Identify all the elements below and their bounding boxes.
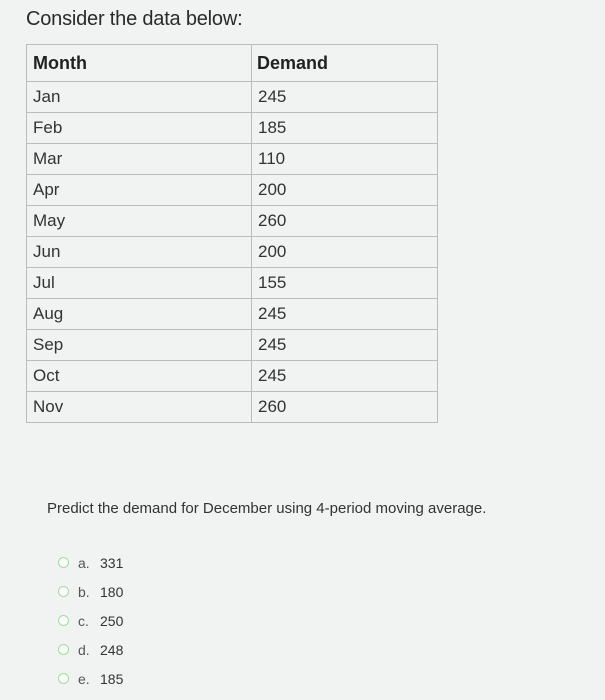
option-letter: c. xyxy=(78,612,89,629)
option-2[interactable] xyxy=(58,606,123,635)
table-row xyxy=(27,82,438,113)
demand-cell: 200 xyxy=(252,237,438,268)
radio-button[interactable] xyxy=(58,673,69,684)
table-row xyxy=(27,175,438,206)
month-cell: Mar xyxy=(27,144,252,175)
demand-cell: 200 xyxy=(252,175,438,206)
month-cell: Apr xyxy=(27,175,252,206)
option-3[interactable] xyxy=(58,635,123,664)
option-value: 185 xyxy=(100,670,124,687)
table-row xyxy=(27,206,438,237)
option-letter: e. xyxy=(78,670,90,687)
radio-button[interactable] xyxy=(58,615,69,626)
option-letter: b. xyxy=(78,583,90,600)
option-0[interactable] xyxy=(58,548,123,577)
table-row xyxy=(27,268,438,299)
table-row xyxy=(27,361,438,392)
demand-table xyxy=(26,44,438,423)
answer-options xyxy=(58,548,123,693)
table-row xyxy=(27,144,438,175)
month-cell: Feb xyxy=(27,113,252,144)
intro-text: Consider the data below: xyxy=(26,8,243,30)
table-row xyxy=(27,392,438,423)
month-cell: Jun xyxy=(27,237,252,268)
option-letter: d. xyxy=(78,641,90,658)
option-letter: a. xyxy=(78,554,90,571)
month-cell: May xyxy=(27,206,252,237)
demand-cell: 260 xyxy=(252,206,438,237)
question-text: Predict the demand for December using 4-period moving average. xyxy=(47,500,487,517)
demand-cell: 245 xyxy=(252,361,438,392)
table-row xyxy=(27,299,438,330)
table-row xyxy=(27,113,438,144)
table-row xyxy=(27,237,438,268)
demand-cell: 245 xyxy=(252,82,438,113)
month-cell: Nov xyxy=(27,392,252,423)
option-value: 331 xyxy=(100,554,124,571)
month-cell: Sep xyxy=(27,330,252,361)
month-cell: Jan xyxy=(27,82,252,113)
table-header-row xyxy=(27,45,438,82)
demand-cell: 155 xyxy=(252,268,438,299)
radio-button[interactable] xyxy=(58,557,69,568)
demand-header: Demand xyxy=(252,45,438,82)
option-value: 180 xyxy=(100,583,124,600)
option-4[interactable] xyxy=(58,664,123,693)
demand-cell: 260 xyxy=(252,392,438,423)
radio-button[interactable] xyxy=(58,586,69,597)
option-value: 250 xyxy=(100,612,124,629)
option-value: 248 xyxy=(100,641,124,658)
radio-button[interactable] xyxy=(58,644,69,655)
month-header: Month xyxy=(27,45,252,82)
month-cell: Jul xyxy=(27,268,252,299)
month-cell: Aug xyxy=(27,299,252,330)
option-1[interactable] xyxy=(58,577,123,606)
demand-cell: 110 xyxy=(252,144,438,175)
demand-cell: 245 xyxy=(252,299,438,330)
month-cell: Oct xyxy=(27,361,252,392)
demand-cell: 245 xyxy=(252,330,438,361)
demand-cell: 185 xyxy=(252,113,438,144)
table-row xyxy=(27,330,438,361)
